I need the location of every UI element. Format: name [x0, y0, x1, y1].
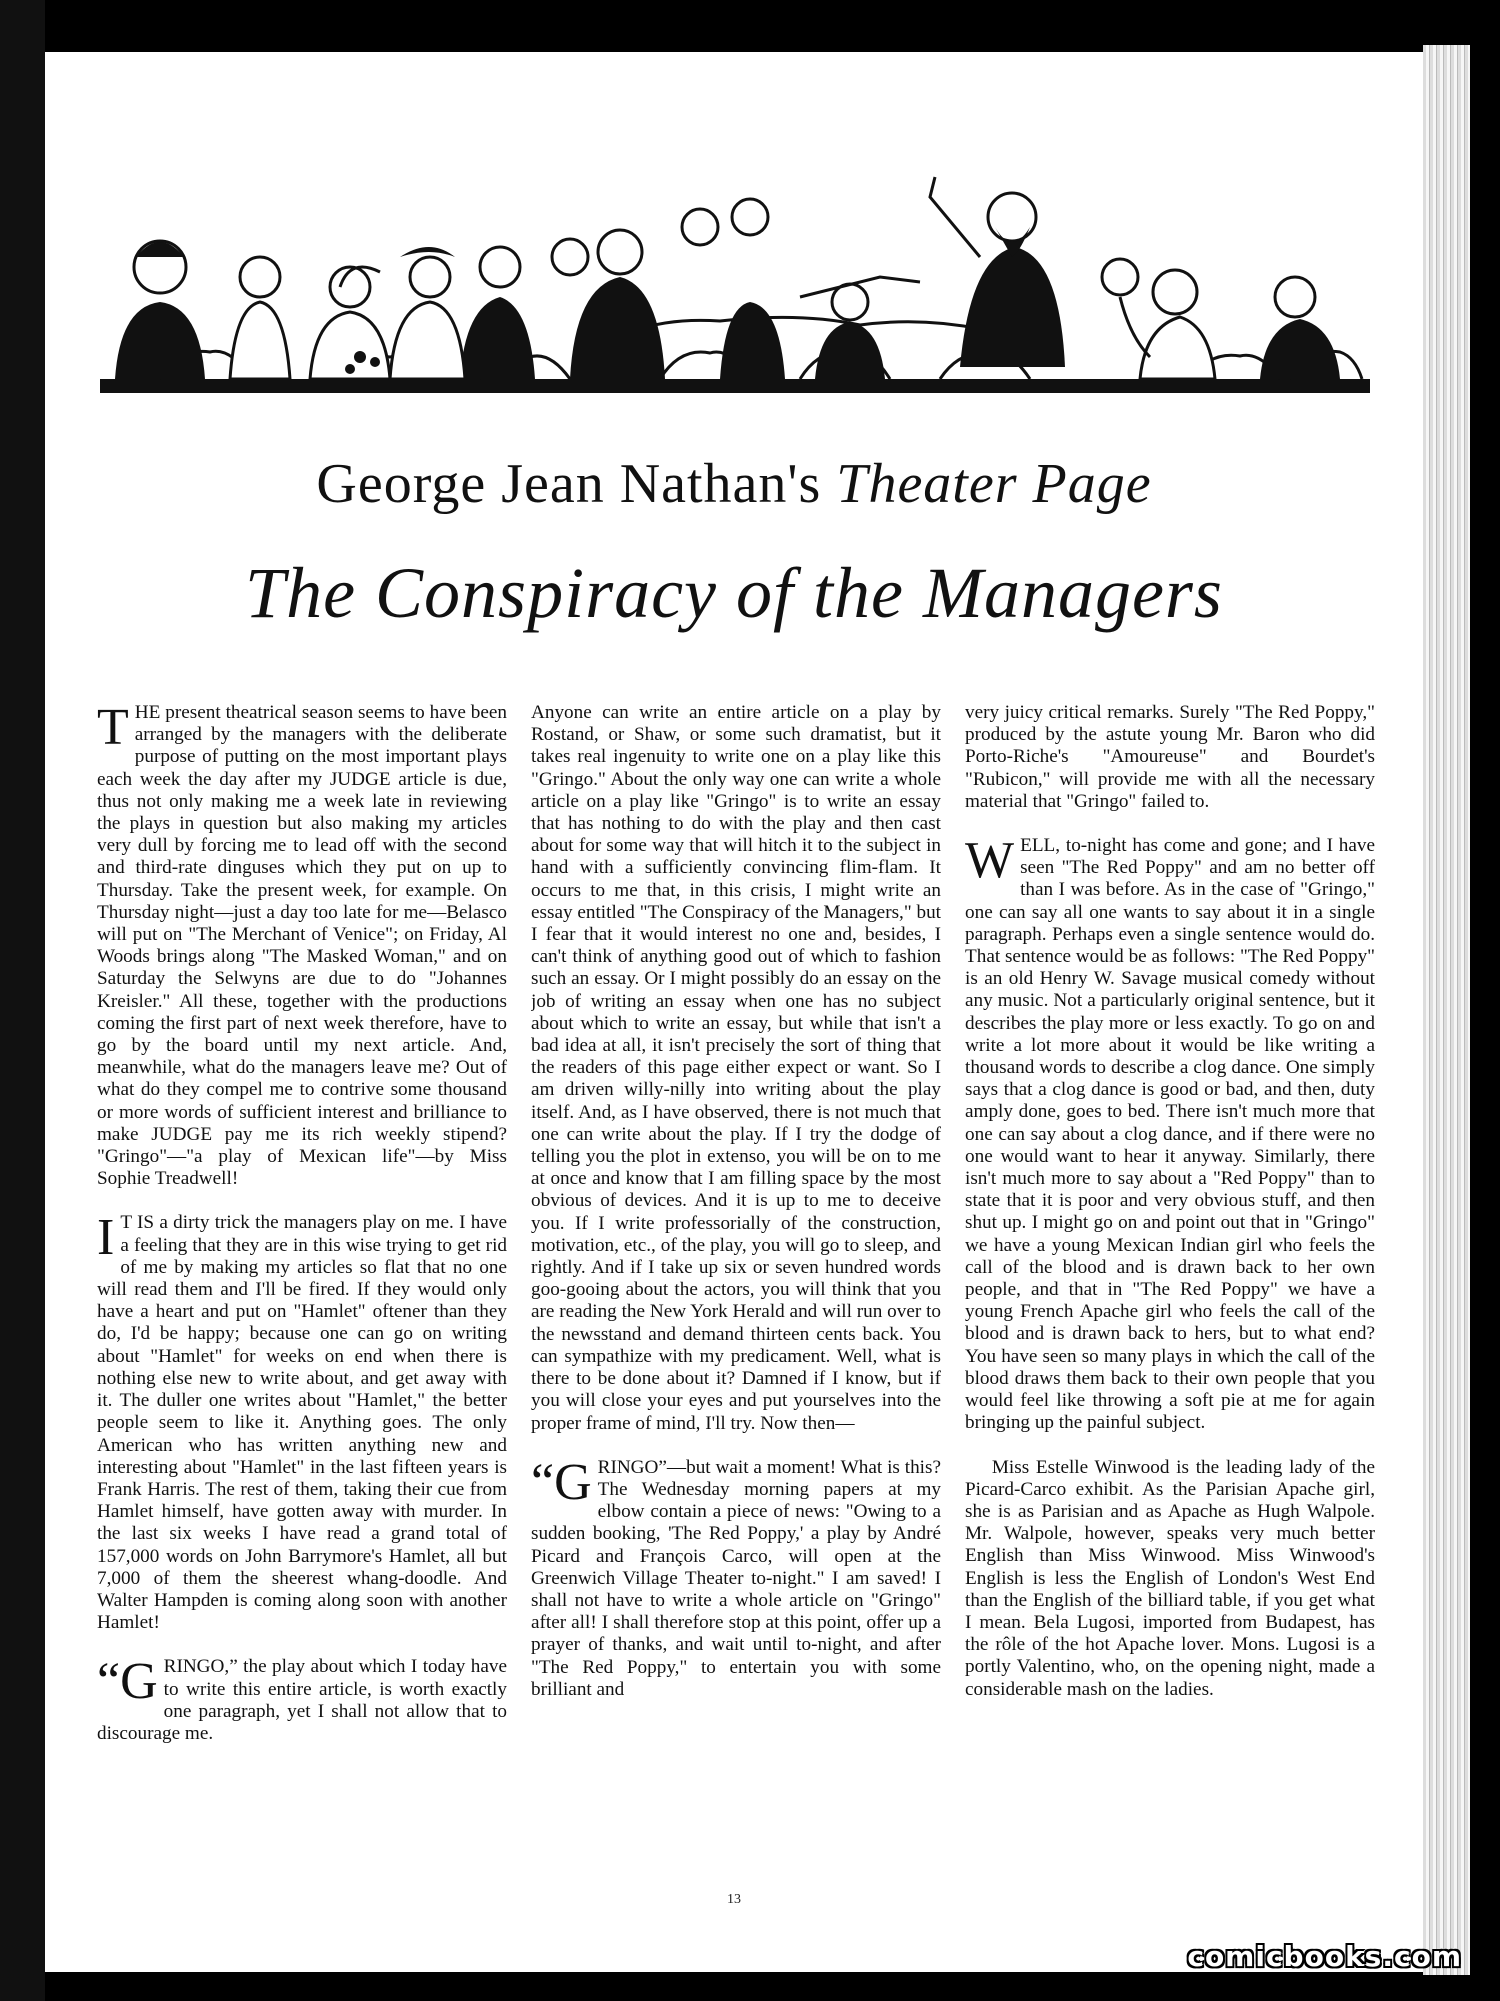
magazine-page — [45, 52, 1423, 1972]
watermark: comicbooks.com — [1187, 1940, 1462, 1973]
paragraph — [531, 1453, 941, 1701]
heading-section: Theater Page — [836, 453, 1152, 515]
paragraph-text: a dirty trick the managers play on me. I have a feeling that they are in this wise trying to get rid of me by making my articles so flat that no one will read them and I'll be fired. If they would only have a heart and put on "Hamlet" oftener than they do, I'd be happy; because one can go on writing about "Hamlet" for weeks on end when there is nothing else new to write about, and get away with it. The duller one writes about "Hamlet," the better people seem to like it. Anything goes. The only American who has written anything new and interesting about "Hamlet" in the last fifteen years is Frank Harris. The rest of them, taking their cue from Hamlet himself, have gotten away with murder. In the last six weeks I have read a grand total of 157,000 words on John Barrymore's Hamlet, all but 7,000 of them the sheerest whang-doodle. And Walter Hampden is coming along soon with another Hamlet! — [97, 1212, 507, 1634]
paragraph — [965, 702, 1375, 813]
page-number: 13 — [727, 1892, 741, 1907]
lead-in: HE — [134, 702, 161, 723]
paragraph-text: Miss Estelle Winwood is the leading lady of the Picard-Carco exhibit. As the Parisian Apache girl, she is as Parisian and as Apache as Hugh Walpole. Mr. Walpole, however, speaks very much better English than Miss Winwood. Miss Winwood's English is less the English of London's West End than the English of the billiard table, if you get what I mean. Bela Lugosi, imported from Budapest, has the rôle of the hot Apache lover. Mons. Lugosi is a portly Valentino, who, on the opening night, made a considerable mash on the ladies. — [965, 1456, 1375, 1700]
page-heading — [45, 452, 1423, 516]
paragraph — [97, 1209, 507, 1634]
theater-audience-illustration — [100, 107, 1370, 407]
column-2 — [531, 702, 941, 1962]
lead-in: ELL, — [1020, 835, 1061, 857]
heading-author: George Jean Nathan's — [316, 453, 822, 515]
column-1 — [97, 702, 507, 1962]
drop-cap: “G — [97, 1653, 158, 1711]
paragraph — [97, 702, 507, 1190]
paragraph-text: —but wait a moment! What is this? The Wednesday morning papers at my elbow contain a piece of news: "Owing to a sudden booking, 'The Red Poppy,' a play by André Picard and François Carco, will open at the Greenwich Village Theater to-night." I am saved! I shall not have to write a whole article on "Gringo" after all! I shall therefore stop at this point, offer up a prayer of thanks, and wait until to-night, and after "The Red Poppy," to entertain you with some brilliant and — [531, 1456, 941, 1700]
paragraph-text: present theatrical season seems to have been arranged by the managers with the deliberate purpose of putting on the most important plays each week the day after my JUDGE article is due, thus not only making me a week late in reviewing the plays in question but also making my articles very dull by forcing me to lead off with the second and third-rate dinguses which they put on up to Thursday. Take the present week, for example. On Thursday night—just a day too late for me—Belasco will put on "The Merchant of Venice"; on Friday, Al Woods brings along "The Masked Woman," and on Saturday the Selwyns are due to do "Johannes Kreisler." All these, together with the productions coming the first part of next week therefore, have to go by the board until my next article. And, meanwhile, what do the managers leave me? Out of what do they compel me to contrive some thousand or more words of sufficient interest and brilliance to make JUDGE pay me its rich weekly stipend? "Gringo"—"a play of Mexican life"—by Miss Sophie Treadwell! — [97, 702, 507, 1190]
drop-cap: “G — [531, 1453, 592, 1511]
lead-in: T IS — [120, 1212, 155, 1234]
drop-cap: T — [97, 702, 129, 756]
drop-cap: W — [965, 832, 1015, 890]
paragraph — [965, 1457, 1375, 1701]
article-title: The Conspiracy of the Managers — [245, 553, 1223, 633]
lead-in: RINGO,” — [163, 1656, 238, 1678]
paragraph — [531, 702, 941, 1435]
paragraph-text: the play about which I today have to write this entire article, is worth exactly one paragraph, yet I shall not allow that to discourage me. — [97, 1656, 507, 1744]
paragraph — [97, 1653, 507, 1745]
paragraph-text: to-night has come and gone; and I have seen "The Red Poppy" and am no better off than I was before. As in the case of "Gringo," one can say all one wants to say about it in a single paragraph. Perhaps even a single sentence would do. That sentence would be as follows: "The Red Poppy" is an old Henry W. Savage musical comedy without any music. Not a particularly original sentence, but it describes the play more or less exactly. To go on and write a lot more about it would be like writing a thousand words to describe a clog dance. One simply says that a clog dance is good or bad, and then, duty amply done, goes to bed. There isn't much more that one can say about a clog dance, and if there were no one would want to hear it anyway. Similarly, there isn't much more to say about a "Red Poppy" than to state that it is poor and very obvious stuff, and then shut up. I might go on and point out that in "Gringo" we have a young Mexican Indian girl who feels the call of the blood and is drawn back to her own people, and that in "The Red Poppy" we have a young French Apache girl who feels the call of the blood and is drawn back to hers, but to what end? You have seen so many plays in which the call of the blood draws them back to their own people that you would feel like throwing a soft pie at me for again bringing up the painful subject. — [965, 835, 1375, 1434]
scan-left-margin — [0, 0, 45, 2001]
article-body — [97, 702, 1375, 1962]
column-3 — [965, 702, 1375, 1962]
lead-in: RINGO” — [597, 1456, 667, 1478]
paragraph — [965, 832, 1375, 1434]
paragraph-text: very juicy critical remarks. Surely "The Red Poppy," produced by the astute young Mr. Baron who did Porto-Riche's "Amoureuse" and Bourdet's "Rubicon," will provide me with all the necessary material that "Gringo" failed to. — [965, 702, 1375, 812]
illustration-drawing — [100, 107, 1370, 407]
page-edge — [1423, 45, 1470, 1975]
drop-cap: I — [97, 1209, 115, 1267]
paragraph-text: Anyone can write an entire article on a play by Rostand, or Shaw, or some such dramatist, but it takes real ingenuity to write one on a play like this "Gringo." About the only way one can write a whole article on a play like "Gringo" is to write an essay that has nothing to do with the play and then cast about for some way that will hitch it to the subject in hand with a sufficiently convincing flim-flam. It occurs to me that, in this crisis, I might write an essay entitled "The Conspiracy of the Managers," but I fear that it would interest no one and, besides, I can't think of anything good out of which to fashion such an essay. Or I might possibly do an essay on the job of writing an essay when one has no subject about which to write an essay, but while that isn't a bad idea at all, it isn't precisely the sort of thing that the readers of this page either expect or want. So I am driven willy-nilly into writing about the play itself. And, as I have observed, there is not much that one can write about the play. If I try the dodge of telling you the plot in extenso, you will be on to me at once and know that I am filling space by the most obvious of devices. And it is up to me to deceive you. If I write professorially of the construction, motivation, etc., of the play, you will go to sleep, and rightly. And if I take up six or seven hundred words goo-gooing about the actors, you will think that you are reading the New York Herald and will run over to the newsstand and demand thirteen cents back. You can sympathize with my predicament. Well, what is there to be done about it? Damned if I know, but if you will close your eyes and put yourselves into the proper frame of mind, I'll try. Now then— — [531, 702, 941, 1434]
